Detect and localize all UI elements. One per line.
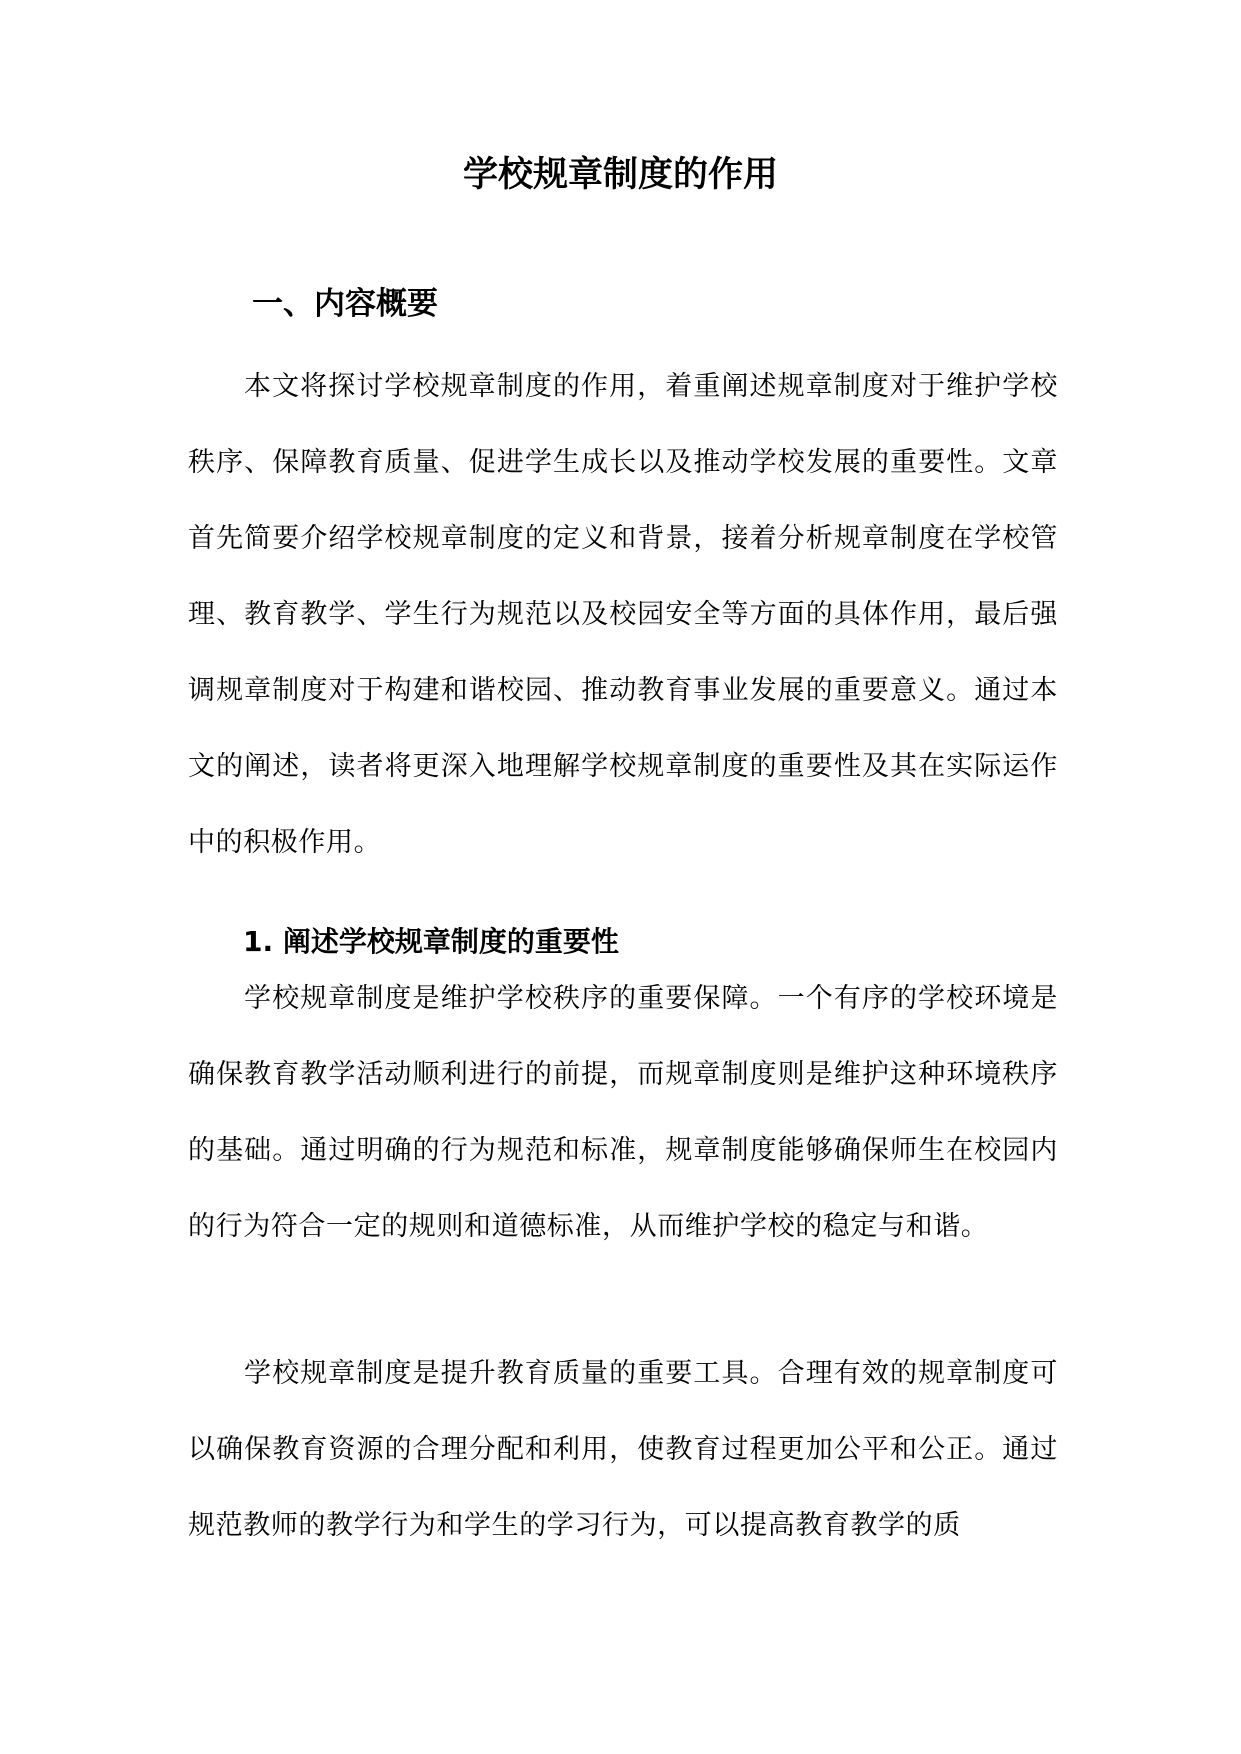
importance-paragraph-quality: 学校规章制度是提升教育质量的重要工具。合理有效的规章制度可以确保教育资源的合理分配和利用，使教育过程更加公平和公正。通过规范教师的教学行为和学生的学习行为，可以提高教育教学的质 [188, 1358, 1058, 1541]
summary-paragraph: 本文将探讨学校规章制度的作用，着重阐述规章制度对于维护学校秩序、保障教育质量、促进学生成长以及推动学校发展的重要性。文章首先简要介绍学校规章制度的定义和背景，接着分析规章制度在学校管理、教育教学、学生行为规范以及校园安全等方面的具体作用，最后强调规章制度对于构建和谐校园、推动教育事业发展的重要意义。通过本文的阐述，读者将更深入地理解学校规章制度的重要性及其在实际运作中的积极作用。 [188, 371, 1058, 858]
section-heading-summary: 一、内容概要 [252, 286, 438, 322]
subsection-heading-importance: 1. 阐述学校规章制度的重要性 [243, 925, 619, 958]
document-title: 学校规章制度的作用 [462, 155, 778, 195]
importance-paragraph-order: 学校规章制度是维护学校秩序的重要保障。一个有序的学校环境是确保教育教学活动顺利进行的前提，而规章制度则是维护这种环境秩序的基础。通过明确的行为规范和标准，规章制度能够确保师生在校园内的行为符合一定的规则和道德标准，从而维护学校的稳定与和谐。 [188, 983, 1058, 1242]
